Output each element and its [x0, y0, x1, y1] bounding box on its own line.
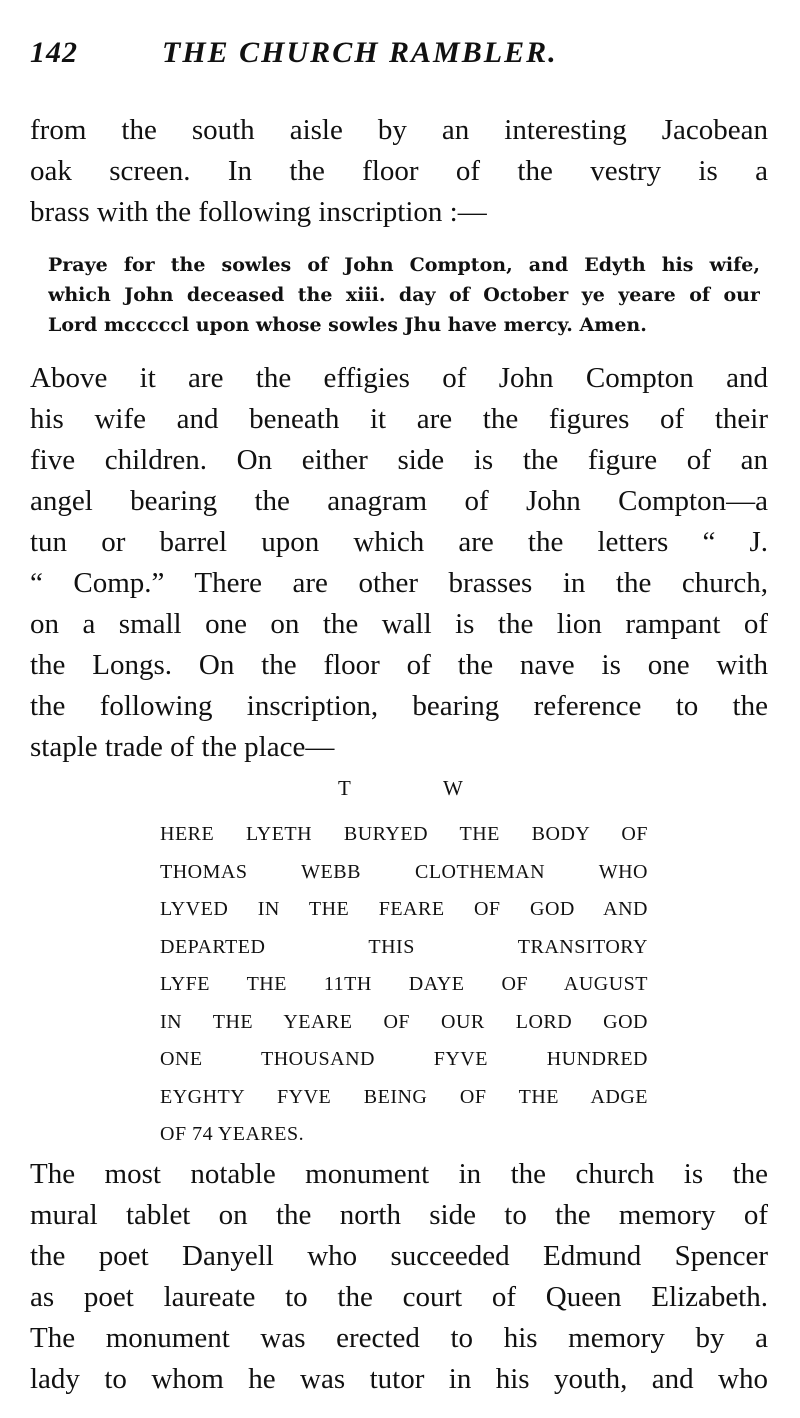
text-line: the poet Danyell who succeeded Edmund Spencer [30, 1240, 768, 1272]
text-line: lady to whom he was tutor in his youth, and who [30, 1363, 768, 1395]
text-line: from the south aisle by an interesting Jacobean [30, 114, 768, 146]
inscription-line: Lord mcccccl upon whose sowles Jhu have mercy. Amen. [48, 314, 647, 336]
text-line: the following inscription, bearing reference to the [30, 690, 768, 722]
page-number: 142 [30, 36, 78, 69]
inscription-line: THOMAS WEBB CLOTHEMAN WHO [160, 860, 648, 883]
text-line: The monument was erected to his memory by a [30, 1322, 768, 1354]
text-line: five children. On either side is the figure of an [30, 444, 768, 476]
running-head [30, 36, 770, 76]
inscription-line: LYVED IN THE FEARE OF GOD AND [160, 898, 648, 920]
paragraph-vestry-screen [30, 110, 768, 233]
compton-brass-inscription [48, 250, 760, 340]
text-line: the Longs. On the floor of the nave is one with [30, 649, 768, 681]
webb-brass-inscription [160, 816, 648, 1154]
inscription-line: EYGHTY FYVE BEING OF THE ADGE [160, 1085, 648, 1108]
inscription-line: ONE THOUSAND FYVE HUNDRED [160, 1048, 648, 1070]
text-line: oak screen. In the floor of the vestry is a [30, 155, 768, 187]
inscription-line: DEPARTED THIS TRANSITORY [160, 935, 648, 958]
inscription-line: Praye for the sowles of John Compton, and Edyth his wife, [48, 254, 760, 276]
inscription-initials [0, 776, 800, 806]
text-line: The most notable monument in the church is the [30, 1158, 768, 1190]
text-line: staple trade of the place— [30, 731, 335, 763]
text-line: “ Comp.” There are other brasses in the church, [30, 567, 768, 599]
text-line: on a small one on the wall is the lion rampant of [30, 608, 768, 640]
paragraph-effigies [30, 358, 768, 768]
inscription-line: HERE LYETH BURYED THE BODY OF [160, 823, 648, 845]
inscription-line: IN THE YEARE OF OUR LORD GOD [160, 1010, 648, 1033]
text-line: tun or barrel upon which are the letters “ J. [30, 526, 768, 558]
inscription-line: which John deceased the xiii. day of October ye yeare of our [48, 284, 760, 306]
running-title: THE CHURCH RAMBLER. [162, 36, 558, 69]
text-line: as poet laureate to the court of Queen Elizabeth. [30, 1281, 768, 1313]
text-line: his wife and beneath it are the figures of their [30, 403, 768, 435]
inscription-line: LYFE THE 11TH DAYE OF AUGUST [160, 973, 648, 995]
inscription-line: OF 74 YEARES. [160, 1123, 305, 1145]
text-line: Above it are the effigies of John Compton and [30, 362, 768, 394]
text-line: angel bearing the anagram of John Compton—a [30, 485, 768, 517]
text-line: brass with the following inscription :— [30, 196, 487, 228]
paragraph-danyell-monument [30, 1154, 768, 1400]
initial-w: W [443, 776, 463, 800]
initial-t: T [338, 776, 351, 800]
text-line: mural tablet on the north side to the memory of [30, 1199, 768, 1231]
